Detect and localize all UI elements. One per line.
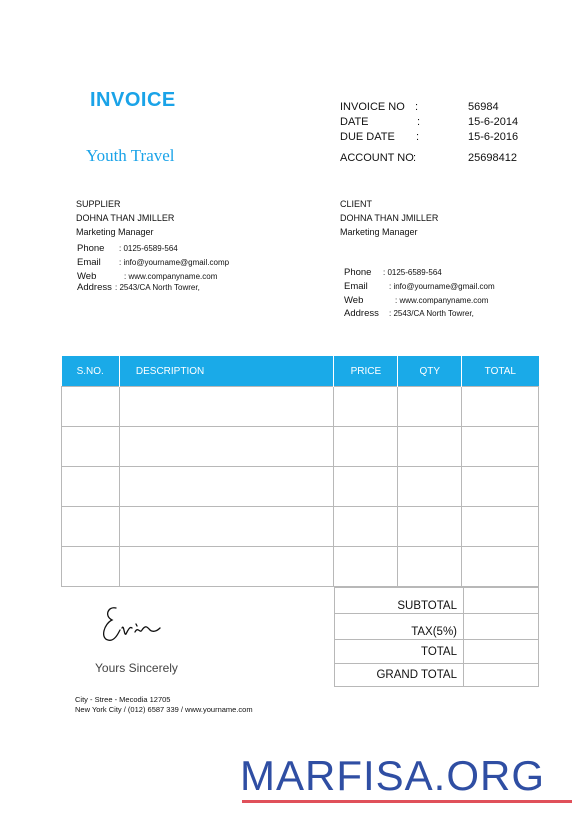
cell	[334, 547, 398, 587]
client-address: : 2543/CA North Towrer,	[389, 309, 474, 318]
meta-label: DUE DATE	[340, 131, 395, 143]
meta-colon: :	[417, 116, 421, 128]
footer-line-2: New York City / (012) 6587 339 / www.yourname.com	[75, 705, 253, 714]
cell	[462, 427, 539, 467]
watermark-logo: MARFISA.ORG	[240, 752, 546, 799]
items-table	[61, 356, 539, 587]
footer-address	[75, 695, 253, 715]
tax-amount	[464, 614, 539, 640]
supplier-role: Marketing Manager	[76, 227, 154, 237]
email-label: Email	[344, 281, 368, 292]
client-email-row	[340, 280, 540, 294]
supplier-email-row	[76, 256, 276, 270]
tax-row	[335, 614, 539, 640]
totals-table	[334, 587, 539, 687]
client-role: Marketing Manager	[340, 227, 418, 237]
client-web: : www.companyname.com	[395, 296, 489, 305]
cell	[398, 427, 462, 467]
cell	[462, 547, 539, 587]
phone-label: Phone	[344, 267, 372, 278]
tax-label: TAX(5%)	[335, 614, 464, 640]
address-label: Address	[344, 308, 379, 319]
cell	[119, 507, 334, 547]
meta-colon: :	[416, 131, 420, 143]
web-label: Web	[77, 271, 97, 282]
supplier-web: : www.companyname.com	[124, 272, 218, 281]
footer-line-1: City - Stree - Mecodia 12705	[75, 695, 171, 704]
subtotal-label: SUBTOTAL	[335, 588, 464, 614]
invoice-title: INVOICE	[90, 89, 176, 111]
supplier-name: DOHNA THAN JMILLER	[76, 213, 175, 223]
header-qty: QTY	[398, 356, 462, 387]
cell	[462, 507, 539, 547]
header-description: DESCRIPTION	[119, 356, 334, 387]
signature-image	[100, 602, 164, 648]
grand-total-amount	[464, 664, 539, 687]
supplier-address: : 2543/CA North Towrer,	[115, 283, 200, 292]
cell	[398, 387, 462, 427]
supplier-contact	[76, 242, 276, 295]
client-block	[340, 197, 540, 321]
meta-colon: :	[415, 101, 419, 113]
supplier-phone: : 0125-6589-564	[119, 244, 178, 253]
meta-label: INVOICE NO	[340, 101, 405, 113]
cell	[62, 547, 120, 587]
table-row	[62, 387, 539, 427]
supplier-block	[76, 197, 276, 295]
table-row	[62, 467, 539, 507]
total-row	[335, 640, 539, 664]
meta-value: 25698412	[468, 152, 517, 164]
client-email: : info@yourname@gmail.com	[389, 282, 495, 291]
email-label: Email	[77, 257, 101, 268]
header-sno: S.NO.	[62, 356, 120, 387]
closing-text: Yours Sincerely	[95, 661, 178, 675]
cell	[398, 507, 462, 547]
client-address-row	[340, 307, 540, 321]
table-header-row	[62, 356, 539, 387]
meta-value: 15-6-2014	[468, 116, 519, 128]
client-contact	[340, 266, 540, 321]
cell	[334, 387, 398, 427]
supplier-heading: SUPPLIER	[76, 199, 121, 209]
total-amount	[464, 640, 539, 664]
company-name: Youth Travel	[86, 146, 175, 165]
cell	[62, 427, 120, 467]
cell	[398, 467, 462, 507]
cell	[334, 467, 398, 507]
client-web-row	[340, 294, 540, 308]
watermark-underline	[242, 800, 572, 803]
cell	[119, 387, 334, 427]
cell	[119, 467, 334, 507]
phone-label: Phone	[77, 243, 105, 254]
cell	[62, 387, 120, 427]
supplier-email: : info@yourname@gmail.comp	[119, 258, 230, 267]
client-heading: CLIENT	[340, 199, 373, 209]
cell	[462, 387, 539, 427]
client-name: DOHNA THAN JMILLER	[340, 213, 439, 223]
table-row	[62, 427, 539, 467]
cell	[462, 467, 539, 507]
subtotal-amount	[464, 588, 539, 614]
cell	[119, 427, 334, 467]
cell	[62, 467, 120, 507]
supplier-address-row	[76, 281, 276, 295]
header-price: PRICE	[334, 356, 398, 387]
header-total: TOTAL	[462, 356, 539, 387]
meta-value: 56984	[468, 101, 499, 113]
table-row	[62, 547, 539, 587]
grand-total-label: GRAND TOTAL	[335, 664, 464, 687]
table-row	[62, 507, 539, 547]
cell	[334, 427, 398, 467]
meta-label: DATE	[340, 116, 369, 128]
meta-colon: :	[413, 152, 417, 164]
meta-label: ACCOUNT NO	[340, 152, 414, 164]
cell	[334, 507, 398, 547]
cell	[398, 547, 462, 587]
total-label: TOTAL	[335, 640, 464, 664]
cell	[119, 547, 334, 587]
address-label: Address	[77, 282, 112, 293]
supplier-phone-row	[76, 242, 276, 256]
cell	[62, 507, 120, 547]
meta-value: 15-6-2016	[468, 131, 519, 143]
client-phone: : 0125-6589-564	[383, 268, 442, 277]
subtotal-row	[335, 588, 539, 614]
grand-total-row	[335, 664, 539, 687]
web-label: Web	[344, 295, 364, 306]
client-phone-row	[340, 266, 540, 280]
